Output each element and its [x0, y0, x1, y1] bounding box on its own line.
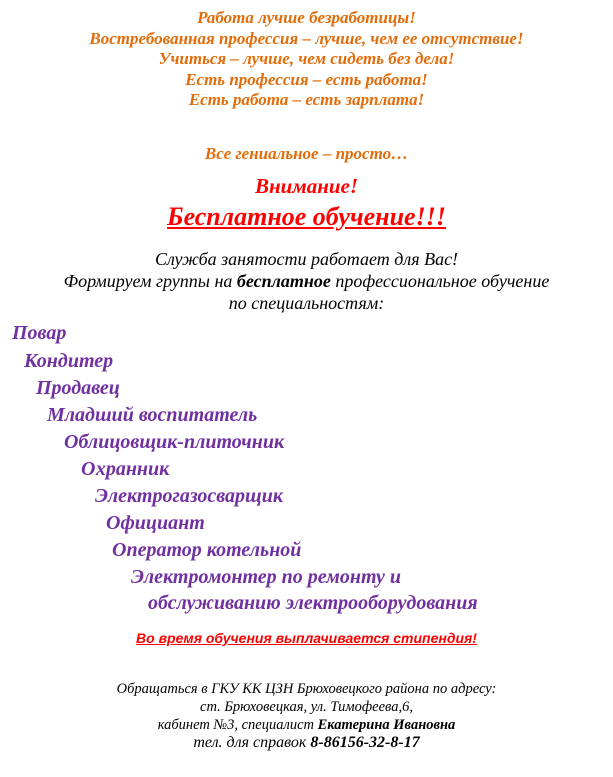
specialty-item: Облицовщик-плиточник: [64, 431, 285, 453]
contact-line-4: [0, 734, 613, 752]
specialty-item: Электрогазосварщик: [95, 485, 283, 507]
service-line-2: [0, 270, 613, 292]
service-line-2-start: Формируем группы на: [63, 271, 237, 291]
specialty-item: Кондитер: [24, 350, 114, 372]
attention-heading: Внимание!: [254, 174, 359, 198]
contact-line-2: ст. Брюховецкая, ул. Тимофеева,6,: [200, 699, 413, 715]
contact-line-1: Обращаться в ГКУ КК ЦЗН Брюховецкого района по адресу:: [116, 681, 497, 697]
contact-line-3: [0, 716, 613, 734]
phone-number: 8-86156-32-8-17: [310, 734, 420, 751]
specialty-item: Продавец: [36, 377, 120, 399]
specialist-name: Екатерина Ивановна: [317, 717, 456, 733]
slogan-line: Есть профессия – есть работа!: [185, 69, 428, 89]
specialty-item: Охранник: [81, 458, 170, 480]
genius-slogan: Все гениальное – просто…: [204, 144, 409, 163]
specialty-item: Оператор котельной: [112, 539, 302, 561]
specialty-item: Электромонтер по ремонту и: [131, 566, 402, 588]
phone-label: тел. для справок: [193, 734, 311, 751]
office-text: кабинет №3, специалист: [157, 717, 318, 733]
slogan-line: Работа лучше безработицы!: [197, 8, 416, 27]
specialty-item: Официант: [106, 512, 205, 534]
contact-block: [0, 680, 613, 752]
service-line-2-end: профессиональное обучение: [330, 271, 550, 291]
specialty-item: Младший воспитатель: [47, 404, 258, 426]
specialty-item: Повар: [12, 322, 67, 344]
slogan-line: Учиться – лучше, чем сидеть без дела!: [158, 49, 455, 68]
stipend-notice: Во время обучения выплачивается стипендия!: [136, 630, 477, 646]
slogan-line: Востребованная профессия – лучше, чем ее отсутствие!: [89, 28, 524, 48]
slogan-line: Есть работа – есть зарплата!: [188, 90, 425, 109]
free-training-heading: Бесплатное обучение!!!: [167, 202, 446, 231]
specialty-item: обслуживанию электрооборудования: [148, 592, 478, 614]
free-word: бесплатное: [236, 271, 331, 291]
service-announcement: [0, 248, 613, 314]
slogans-block: [0, 8, 613, 111]
service-line-1: Служба занятости работает для Вас!: [154, 249, 459, 269]
service-line-3: по специальностям:: [228, 293, 385, 313]
